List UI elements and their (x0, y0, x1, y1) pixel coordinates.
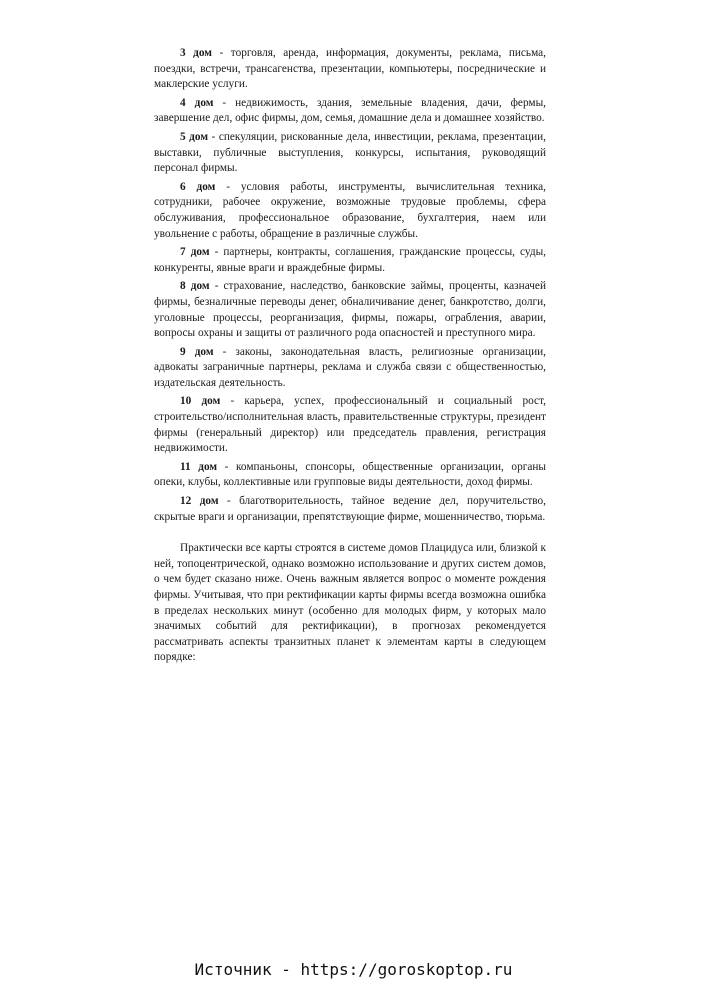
house-description: - недвижимость, здания, земельные владения, дачи, фермы, завершение дел, офис фирмы, дом, семья, домашние дела и домашнее хозяйство. (154, 96, 546, 125)
house-entry-5 (154, 130, 546, 177)
house-description: - условия работы, инструменты, вычислительная техника, сотрудники, рабочее окружение, возможные трудовые проблемы, сфера обслуживания, профессиональное образование, бухгалтерия, наем или увольнение с работы, обращение в различные службы. (154, 180, 546, 240)
document-body (154, 46, 546, 666)
house-label: 11 дом (180, 460, 218, 473)
house-description: - торговля, аренда, информация, документы, реклама, письма, поездки, встречи, трансагенства, презентации, компьютеры, посреднические и маклерские услуги. (154, 47, 546, 91)
house-description: - страхование, наследство, банковские займы, проценты, казначей фирмы, безналичные переводы денег, обналичивание денег, банкротство, долги, уголовные процессы, реорганизация, фирмы, пожары, ограбления, аварии, вопросы охраны и защиты от различного рода опасностей и преступного мира. (154, 280, 546, 340)
house-description: - благотворительность, тайное ведение дел, поручительство, скрытые враги и организации, препятствующие фирме, мошенничество, тюрьма. (154, 495, 546, 523)
house-description: - законы, законодательная власть, религиозные организации, адвокаты заграничные партнеры, реклама и служба связи с общественностью, издательская деятельность. (154, 345, 546, 389)
house-description: - компаньоны, спонсоры, общественные организации, органы опеки, клубы, коллективные или групповые виды деятельности, доход фирмы. (154, 460, 547, 489)
source-footer: Источник - https://goroskoptop.ru (194, 960, 513, 979)
house-label: 8 дом (180, 280, 210, 293)
house-entry-7 (154, 245, 546, 276)
house-entry-10 (154, 394, 546, 456)
house-description: - партнеры, контракты, соглашения, гражданские процессы, суды, конкуренты, явные враги и враждебные фирмы. (154, 246, 546, 274)
house-label: 10 дом (180, 395, 221, 408)
house-entry-4 (154, 96, 546, 127)
house-label: 9 дом (180, 345, 214, 358)
house-entry-12 (154, 494, 546, 525)
house-label: 4 дом (180, 96, 214, 109)
intro-paragraph: Практически все карты строятся в системе домов Плацидуса или, близкой к ней, топоцентрической, однако возможно использование и других систем домов, о чем будет сказано ниже. Очень важным является вопрос о моменте рождения фирмы. Учитывая, что при ректификации карты фирмы всегда возможна ошибка в пределах нескольких минут (особенно для молодых фирм, у которых мало значимых событий для ректификации), в прогнозах рекомендуется рассматривать аспекты транзитных планет к элементам карты в следующем порядке: (154, 542, 546, 664)
house-label: 7 дом (180, 246, 210, 259)
house-entry-8 (154, 279, 546, 341)
house-label: 6 дом (180, 180, 216, 193)
house-entry-11 (154, 460, 546, 491)
house-entry-9 (154, 345, 546, 392)
house-entry-3 (154, 46, 546, 93)
house-entry-6 (154, 180, 546, 242)
house-description: - карьера, успех, профессиональный и социальный рост, строительство/исполнительная власть, правительственные структуры, президент фирмы (генеральный директор) или председатель правления, регистрация недвижимости. (154, 395, 546, 455)
house-label: 5 дом (180, 130, 209, 143)
house-label: 12 дом (180, 495, 219, 508)
house-label: 3 дом (180, 47, 213, 59)
house-description: - спекуляции, рискованные дела, инвестиции, реклама, презентации, выставки, публичные выступления, конкурсы, испытания, руководящий персонал фирмы. (154, 130, 546, 175)
